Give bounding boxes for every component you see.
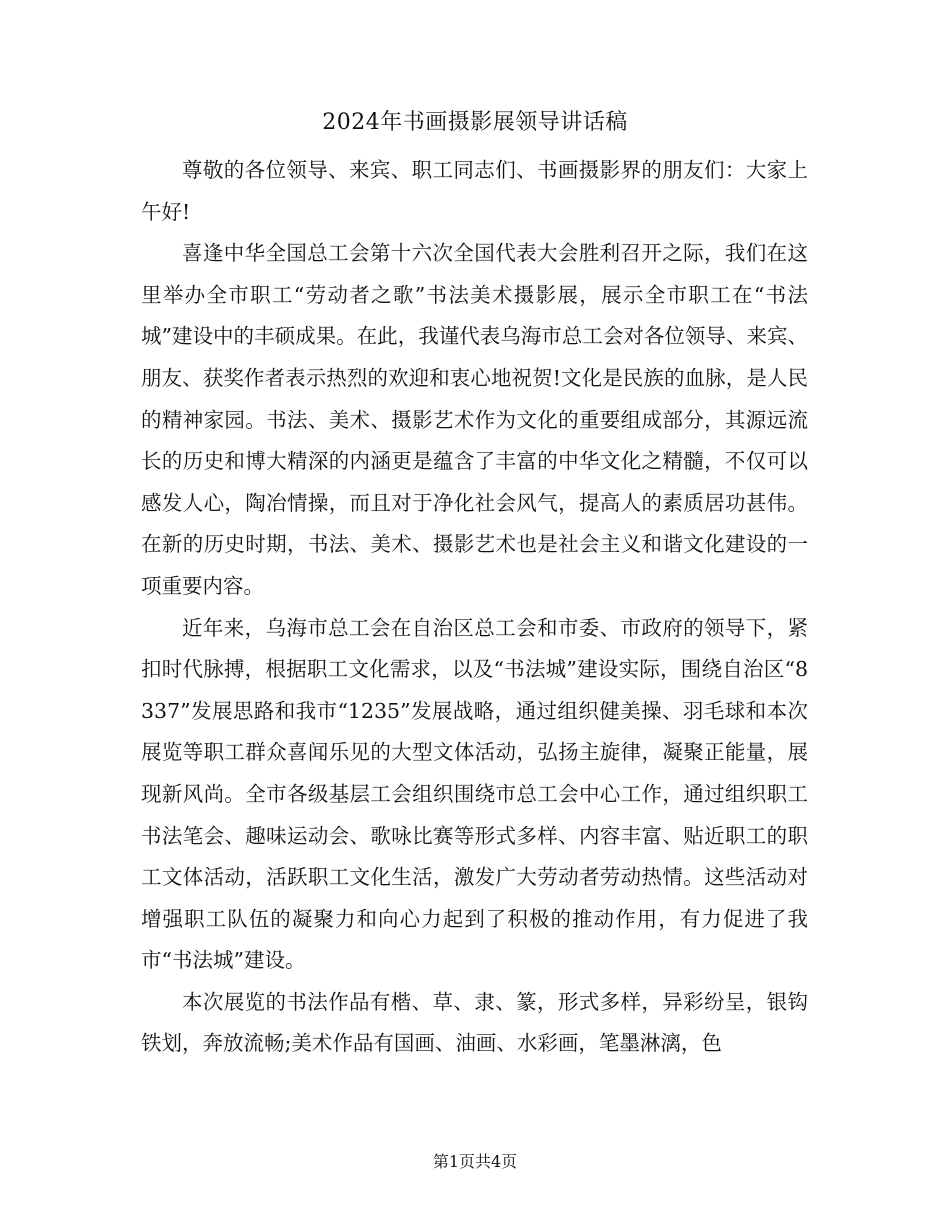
paragraph-opening: 喜逢中华全国总工会第十六次全国代表大会胜利召开之际，我们在这里举办全市职工“劳动者之歌”书法美术摄影展，展示全市职工在“书法城”建设中的丰硕成果。在此，我谨代表乌海市总工会对各位领导、来宾、朋友、获奖作者表示热烈的欢迎和衷心地祝贺!文化是民族的血脉，是人民的精神家园。书法、美术、摄影艺术作为文化的重要组成部分，其源远流长的历史和博大精深的内涵更是蕴含了丰富的中华文化之精髓，不仅可以感发人心，陶冶情操，而且对于净化社会风气，提高人的素质居功甚伟。在新的历史时期，书法、美术、摄影艺术也是社会主义和谐文化建设的一项重要内容。 bbox=[141, 241, 808, 598]
paragraph-achievements: 近年来，乌海市总工会在自治区总工会和市委、市政府的领导下，紧扣时代脉搏，根据职工文化需求，以及“书法城”建设实际，围绕自治区“8337”发展思路和我市“1235”发展战略，通过组织健美操、羽毛球和本次展览等职工群众喜闻乐见的大型文体活动，弘扬主旋律，凝聚正能量，展现新风尚。全市各级基层工会组织围绕市总工会中心工作，通过组织职工书法笔会、趣味运动会、歌咏比赛等形式多样、内容丰富、贴近职工的职工文体活动，活跃职工文化生活，激发广大劳动者劳动热情。这些活动对增强职工队伍的凝聚力和向心力起到了积极的推动作用，有力促进了我市“书法城”建设。 bbox=[141, 615, 808, 973]
paragraph-exhibition: 本次展览的书法作品有楷、草、隶、篆，形式多样，异彩纷呈，银钩铁划，奔放流畅;美术作品有国画、油画、水彩画，笔墨淋漓，色 bbox=[141, 989, 808, 1056]
document-body bbox=[141, 150, 808, 1065]
document-title: 2024年书画摄影展领导讲话稿 bbox=[322, 110, 628, 135]
paragraph-greeting: 尊敬的各位领导、来宾、职工同志们、书画摄影界的朋友们：大家上午好! bbox=[141, 158, 808, 224]
page-number: 第1页共4页 bbox=[432, 1152, 518, 1171]
